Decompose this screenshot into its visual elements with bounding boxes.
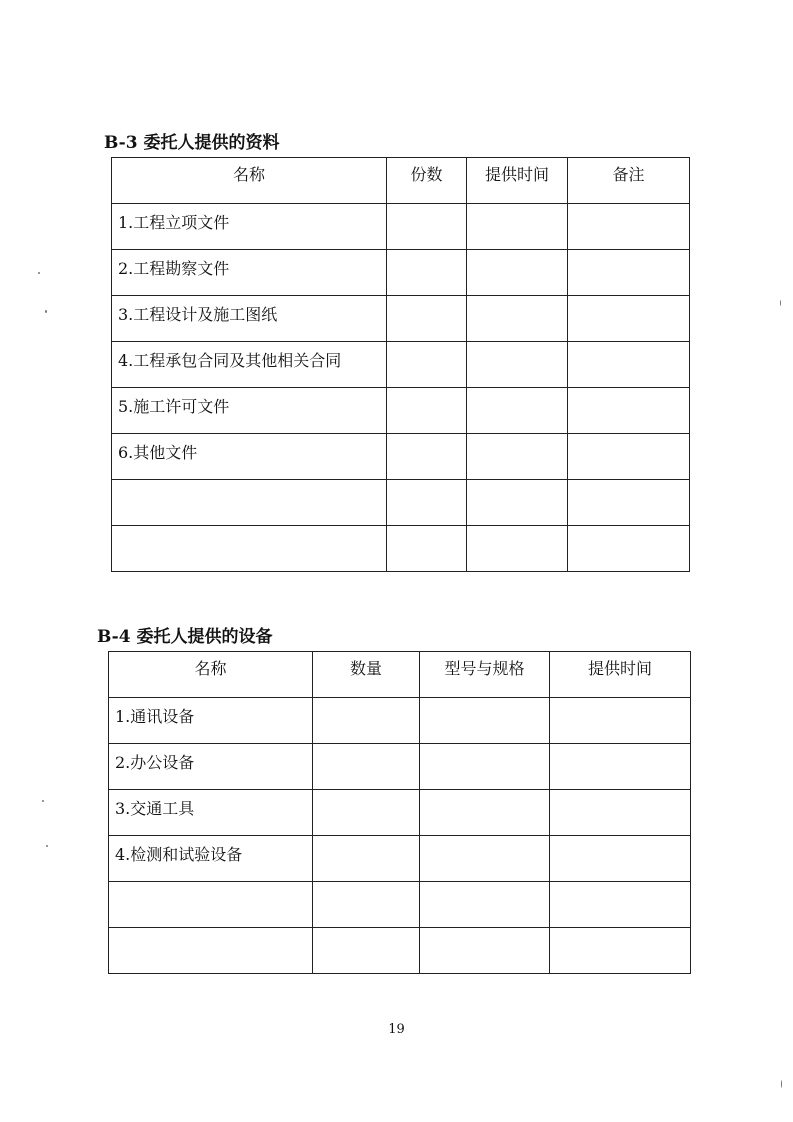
cell-remarks bbox=[568, 526, 690, 572]
cell-copies bbox=[387, 296, 467, 342]
cell-provide-time bbox=[467, 250, 568, 296]
scan-speck bbox=[780, 300, 781, 306]
scan-speck bbox=[38, 272, 40, 274]
cell-quantity bbox=[313, 744, 420, 790]
scan-speck bbox=[46, 845, 48, 847]
cell-model-spec bbox=[420, 882, 550, 928]
row-name bbox=[112, 526, 387, 572]
header-name: 名称 bbox=[109, 652, 313, 698]
table-row bbox=[112, 526, 690, 572]
table-row bbox=[112, 434, 690, 480]
cell-provide-time bbox=[550, 744, 691, 790]
cell-provide-time bbox=[467, 204, 568, 250]
table-row bbox=[109, 698, 691, 744]
cell-provide-time bbox=[467, 526, 568, 572]
table-row bbox=[112, 388, 690, 434]
table-row bbox=[109, 836, 691, 882]
row-name bbox=[109, 928, 313, 974]
cell-model-spec bbox=[420, 836, 550, 882]
cell-model-spec bbox=[420, 698, 550, 744]
cell-copies bbox=[387, 204, 467, 250]
row-name: 1.工程立项文件 bbox=[112, 204, 387, 250]
table-row bbox=[112, 250, 690, 296]
row-name: 3.工程设计及施工图纸 bbox=[112, 296, 387, 342]
cell-model-spec bbox=[420, 790, 550, 836]
cell-remarks bbox=[568, 342, 690, 388]
cell-quantity bbox=[313, 882, 420, 928]
row-name: 4.检测和试验设备 bbox=[109, 836, 313, 882]
row-name: 4.工程承包合同及其他相关合同 bbox=[112, 342, 387, 388]
header-quantity: 数量 bbox=[313, 652, 420, 698]
table-header-row bbox=[109, 652, 691, 698]
cell-provide-time bbox=[467, 388, 568, 434]
table-row bbox=[112, 204, 690, 250]
row-name: 6.其他文件 bbox=[112, 434, 387, 480]
row-name: 2.工程勘察文件 bbox=[112, 250, 387, 296]
header-model-spec: 型号与规格 bbox=[420, 652, 550, 698]
cell-provide-time bbox=[550, 836, 691, 882]
header-provide-time: 提供时间 bbox=[550, 652, 691, 698]
cell-provide-time bbox=[550, 928, 691, 974]
header-name: 名称 bbox=[112, 158, 387, 204]
row-name bbox=[112, 480, 387, 526]
section-b3-title: B-3 委托人提供的资料 bbox=[104, 133, 280, 153]
cell-remarks bbox=[568, 388, 690, 434]
cell-copies bbox=[387, 342, 467, 388]
cell-provide-time bbox=[467, 480, 568, 526]
header-copies: 份数 bbox=[387, 158, 467, 204]
cell-quantity bbox=[313, 836, 420, 882]
cell-provide-time bbox=[550, 790, 691, 836]
cell-remarks bbox=[568, 480, 690, 526]
cell-provide-time bbox=[467, 342, 568, 388]
cell-provide-time bbox=[550, 882, 691, 928]
cell-provide-time bbox=[467, 434, 568, 480]
table-row bbox=[112, 342, 690, 388]
table-b3-provided-materials bbox=[111, 157, 690, 572]
scan-speck bbox=[45, 310, 47, 313]
cell-remarks bbox=[568, 250, 690, 296]
cell-copies bbox=[387, 388, 467, 434]
cell-model-spec bbox=[420, 928, 550, 974]
row-name: 5.施工许可文件 bbox=[112, 388, 387, 434]
cell-provide-time bbox=[467, 296, 568, 342]
cell-quantity bbox=[313, 790, 420, 836]
cell-copies bbox=[387, 526, 467, 572]
cell-copies bbox=[387, 434, 467, 480]
table-b4-provided-equipment bbox=[108, 651, 691, 974]
table-row bbox=[112, 480, 690, 526]
cell-quantity bbox=[313, 698, 420, 744]
table-row bbox=[109, 928, 691, 974]
table-row bbox=[109, 744, 691, 790]
scan-speck bbox=[781, 1080, 782, 1088]
cell-remarks bbox=[568, 434, 690, 480]
page-number: 19 bbox=[388, 1022, 405, 1037]
cell-copies bbox=[387, 250, 467, 296]
cell-quantity bbox=[313, 928, 420, 974]
cell-copies bbox=[387, 480, 467, 526]
table-header-row bbox=[112, 158, 690, 204]
cell-remarks bbox=[568, 204, 690, 250]
header-remarks: 备注 bbox=[568, 158, 690, 204]
table-row bbox=[109, 790, 691, 836]
scan-speck bbox=[42, 800, 44, 802]
row-name: 3.交通工具 bbox=[109, 790, 313, 836]
table-row bbox=[109, 882, 691, 928]
row-name: 1.通讯设备 bbox=[109, 698, 313, 744]
section-b4-title: B-4 委托人提供的设备 bbox=[97, 627, 273, 647]
cell-remarks bbox=[568, 296, 690, 342]
row-name bbox=[109, 882, 313, 928]
row-name: 2.办公设备 bbox=[109, 744, 313, 790]
header-provide-time: 提供时间 bbox=[467, 158, 568, 204]
cell-provide-time bbox=[550, 698, 691, 744]
table-row bbox=[112, 296, 690, 342]
cell-model-spec bbox=[420, 744, 550, 790]
